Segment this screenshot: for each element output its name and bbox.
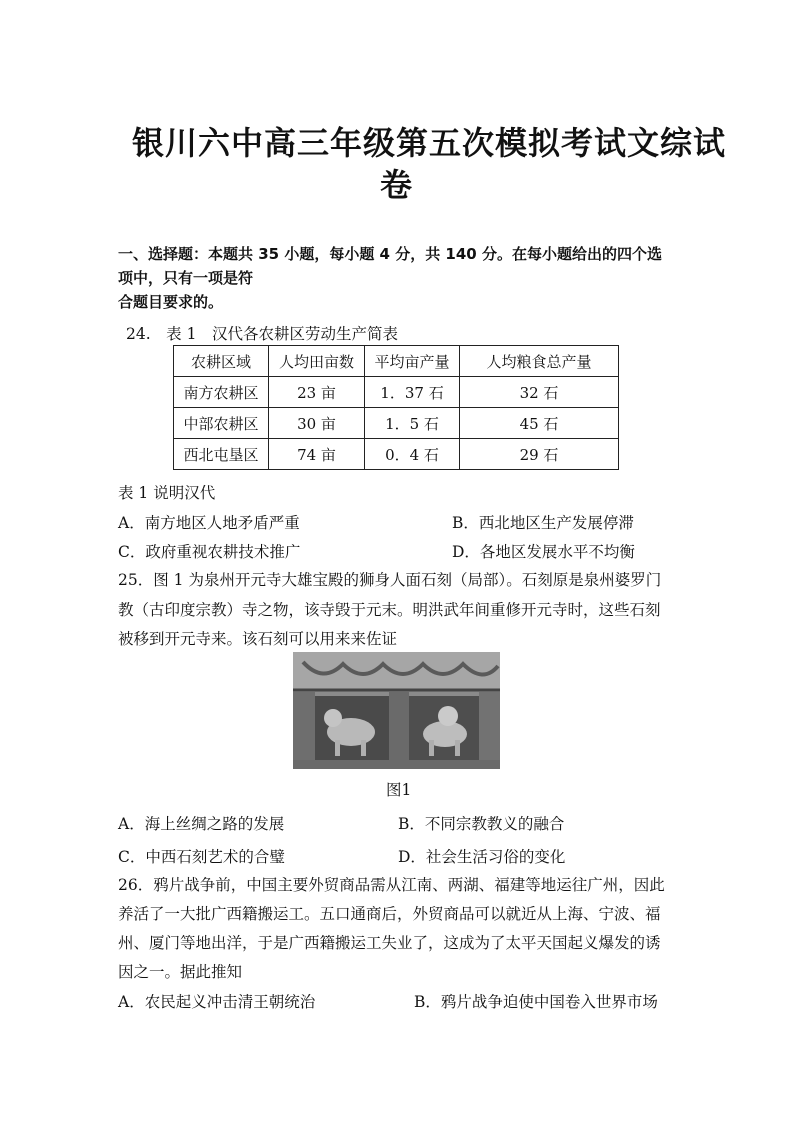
q24-option-a: A．南方地区人地矛盾严重 — [118, 514, 300, 532]
q26-option-b: B．鸦片战争迫使中国卷入世界市场 — [414, 993, 658, 1011]
q26-option-a: A．农民起义冲击清王朝统治 — [118, 993, 316, 1011]
q26-stem-cont: 养活了一大批广西籍搬运工。五口通商后，外贸商品可以就近从上海、宁波、福 — [118, 905, 661, 923]
table-cell: 中部农耕区 — [174, 408, 269, 439]
q25-stem: 25．图 1 为泉州开元寺大雄宝殿的狮身人面石刻（局部）。石刻原是泉州婆罗门 — [118, 571, 662, 589]
section-instruction: 一、选择题：本题共 35 小题，每小题 4 分，共 140 分。在每小题给出的四个选 — [118, 245, 662, 263]
q24-option-c: C．政府重视农耕技术推广 — [118, 543, 301, 561]
q26-stem: 26．鸦片战争前，中国主要外贸商品需从江南、两湖、福建等地运往广州，因此 — [118, 876, 665, 894]
section-instruction-cont: 项中，只有一项是符 — [118, 269, 254, 287]
stone-carving-image — [293, 652, 500, 769]
q25-stem-cont: 教（古印度宗教）寺之物，该寺毁于元末。明洪武年间重修开元寺时，这些石刻 — [118, 601, 661, 619]
page-title: 银川六中高三年级第五次模拟考试文综试 — [132, 124, 727, 162]
table-cell: 南方农耕区 — [174, 377, 269, 408]
table-cell: 0．4 石 — [365, 439, 460, 470]
q25-option-a: A．海上丝绸之路的发展 — [118, 815, 285, 833]
table-header-row — [174, 346, 619, 377]
q24-option-d: D．各地区发展水平不均衡 — [452, 543, 635, 561]
q24-prompt: 表 1 说明汉代 — [118, 484, 216, 502]
table-header: 人均粮食总产量 — [460, 346, 619, 377]
q24-table — [173, 345, 619, 470]
table-header: 人均田亩数 — [269, 346, 365, 377]
table-header: 平均亩产量 — [365, 346, 460, 377]
table-header: 农耕区域 — [174, 346, 269, 377]
table-cell: 74 亩 — [269, 439, 365, 470]
table-row — [174, 408, 619, 439]
figure-caption: 图1 — [386, 781, 412, 799]
table-cell: 45 石 — [460, 408, 619, 439]
table-row — [174, 377, 619, 408]
q24-stem: 24. 表 1 汉代各农耕区劳动生产简表 — [126, 325, 398, 343]
q25-option-d: D．社会生活习俗的变化 — [398, 848, 566, 866]
section-instruction-cont2: 合题目要求的。 — [118, 293, 224, 311]
table-cell: 32 石 — [460, 377, 619, 408]
page-title-cont: 卷 — [380, 166, 414, 204]
table-cell: 30 亩 — [269, 408, 365, 439]
table-cell: 1．37 石 — [365, 377, 460, 408]
table-cell: 23 亩 — [269, 377, 365, 408]
table-cell: 西北屯垦区 — [174, 439, 269, 470]
q26-stem-cont2: 州、厦门等地出洋，于是广西籍搬运工失业了，这成为了太平天国起义爆发的诱 — [118, 934, 661, 952]
q25-stem-cont2: 被移到开元寺来。该石刻可以用来来佐证 — [118, 630, 398, 648]
q25-option-b: B．不同宗教教义的融合 — [398, 815, 565, 833]
table-cell: 29 石 — [460, 439, 619, 470]
q25-option-c: C．中西石刻艺术的合璧 — [118, 848, 285, 866]
q24-option-b: B．西北地区生产发展停滞 — [452, 514, 634, 532]
q26-stem-cont3: 因之一。据此推知 — [118, 963, 243, 981]
table-row — [174, 439, 619, 470]
table-cell: 1．5 石 — [365, 408, 460, 439]
